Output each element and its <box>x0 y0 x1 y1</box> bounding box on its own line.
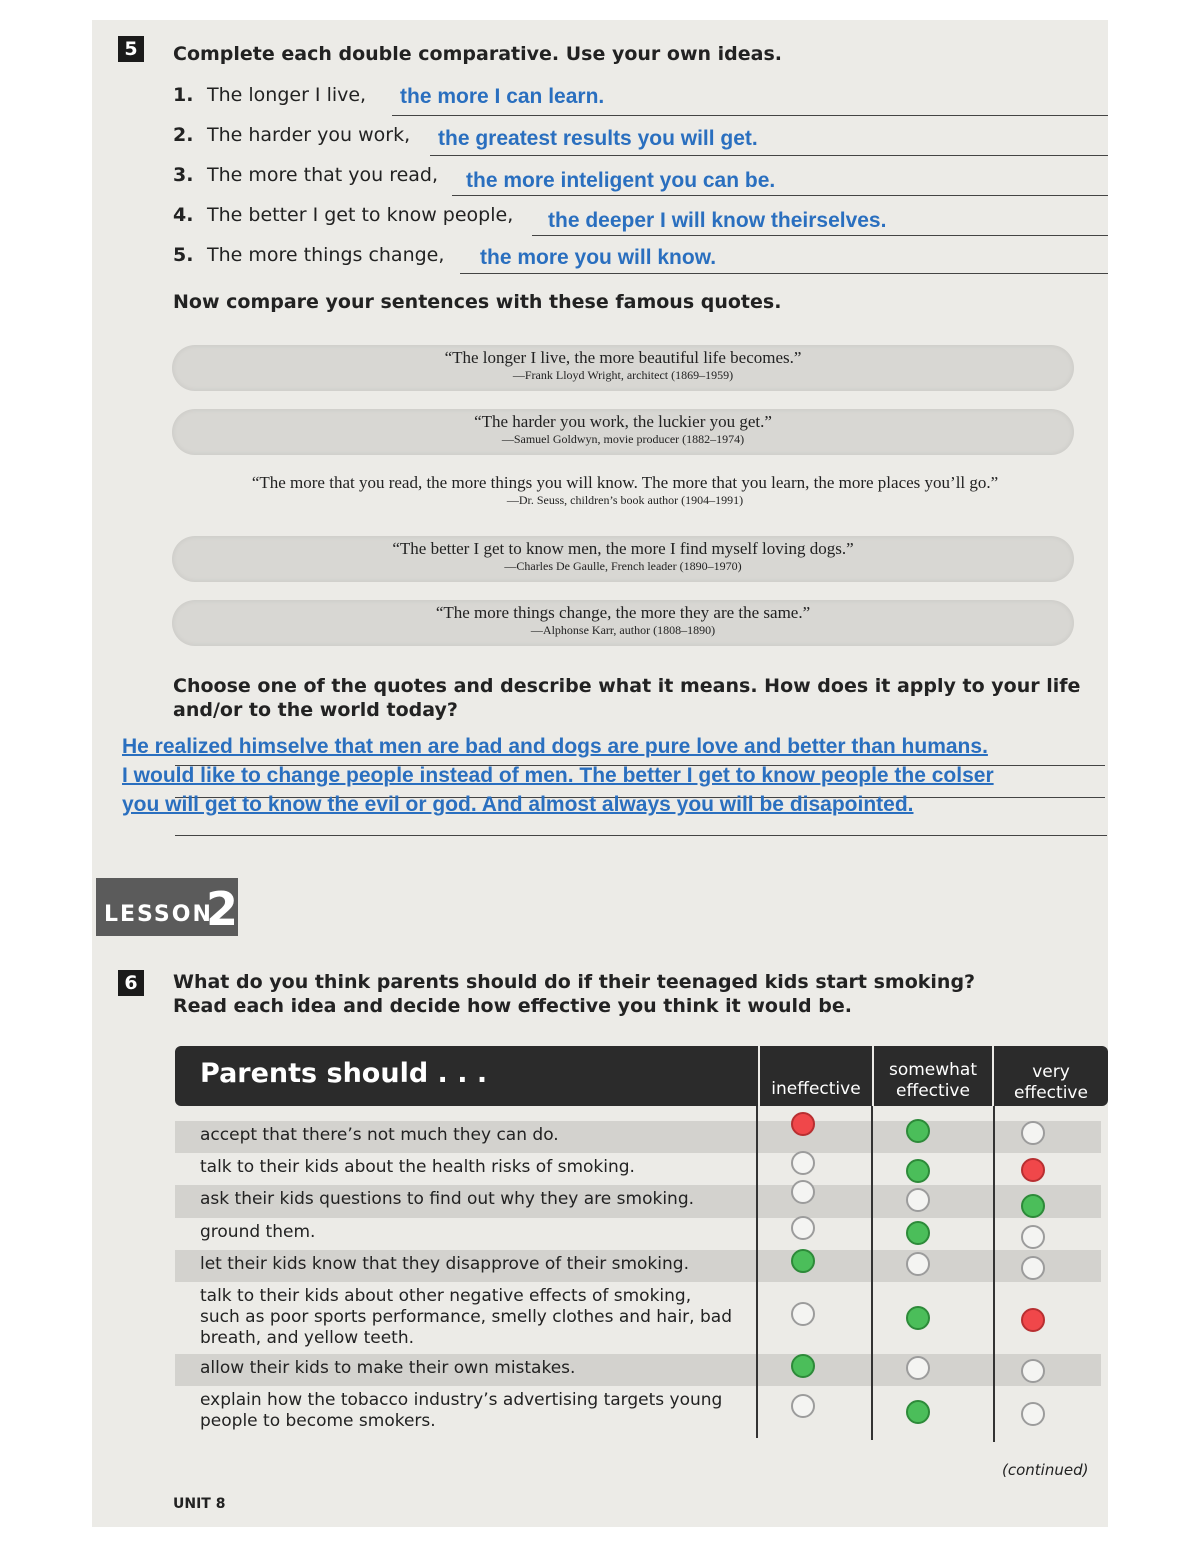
rating-red-circle[interactable] <box>1021 1308 1045 1332</box>
rating-empty-circle[interactable] <box>1021 1402 1045 1426</box>
column-divider-1 <box>756 1106 758 1438</box>
continued-label: (continued) <box>1002 1461 1089 1479</box>
choose-instruction-line-2: and/or to the world today? <box>173 699 458 721</box>
column-very-effective-line-1: very <box>1032 1062 1070 1082</box>
quote-4-text: “The better I get to know men, the more I find myself loving dogs.” <box>392 539 854 558</box>
item-5-number: 5. <box>173 244 194 266</box>
item-2-answer-line <box>430 155 1108 156</box>
column-ineffective-line-1 <box>760 1046 872 1060</box>
exercise-5-badge: 5 <box>118 36 144 62</box>
table-header <box>175 1046 1108 1106</box>
rating-green-circle[interactable] <box>906 1221 930 1245</box>
table-row <box>175 1386 1101 1438</box>
rating-empty-circle[interactable] <box>1021 1359 1045 1383</box>
column-somewhat-effective <box>874 1046 992 1106</box>
row-idea-line: let their kids know that they disapprove of their smoking. <box>200 1254 689 1274</box>
rating-empty-circle[interactable] <box>906 1252 930 1276</box>
exercise-6-instruction-line-2: Read each idea and decide how effective you think it would be. <box>173 995 852 1017</box>
item-1-answer[interactable]: the more I can learn. <box>400 85 605 108</box>
quote-2 <box>172 409 1074 455</box>
row-idea-text <box>200 1286 732 1349</box>
item-5-prompt: The more things change, <box>207 244 445 266</box>
response-text-line-2[interactable]: I would like to change people instead of men. The better I get to know people the colser <box>122 764 994 787</box>
row-idea-text <box>200 1254 689 1275</box>
quote-4 <box>172 536 1074 582</box>
item-4-answer[interactable]: the deeper I will know theirselves. <box>548 209 887 232</box>
rating-empty-circle[interactable] <box>906 1188 930 1212</box>
row-idea-line: ground them. <box>200 1222 316 1242</box>
row-idea-line: breath, and yellow teeth. <box>200 1328 415 1348</box>
rating-empty-circle[interactable] <box>791 1180 815 1204</box>
item-1-answer-line <box>392 115 1108 116</box>
lesson-word: LESSON <box>104 902 213 927</box>
table-row <box>175 1282 1101 1354</box>
quote-2-text: “The harder you work, the luckier you get.” <box>474 412 772 431</box>
column-very-effective <box>994 1046 1108 1106</box>
unit-footer: UNIT 8 <box>173 1496 226 1512</box>
rating-green-circle[interactable] <box>1021 1194 1045 1218</box>
rating-red-circle[interactable] <box>1021 1158 1045 1182</box>
column-ineffective-line-2: ineffective <box>771 1079 861 1099</box>
column-somewhat-effective-line-2: effective <box>896 1081 970 1101</box>
item-1 <box>173 84 366 106</box>
quote-4-author: —Charles De Gaulle, French leader (1890–1970) <box>504 559 742 573</box>
item-4-answer-line <box>532 235 1108 236</box>
quote-2-author: —Samuel Goldwyn, movie producer (1882–1974) <box>501 432 745 446</box>
row-idea-line: people to become smokers. <box>200 1411 436 1431</box>
row-idea-text <box>200 1390 722 1432</box>
column-somewhat-effective-line-1: somewhat <box>888 1060 978 1080</box>
quote-5 <box>172 600 1074 646</box>
rating-green-circle[interactable] <box>906 1119 930 1143</box>
rating-green-circle[interactable] <box>791 1249 815 1273</box>
item-2-prompt: The harder you work, <box>207 124 411 146</box>
table-row <box>175 1185 1101 1218</box>
rating-empty-circle[interactable] <box>791 1216 815 1240</box>
item-2-answer[interactable]: the greatest results you will get. <box>438 127 758 150</box>
table-header-title: Parents should . . . <box>200 1058 488 1089</box>
rating-green-circle[interactable] <box>906 1306 930 1330</box>
item-2-number: 2. <box>173 124 194 146</box>
column-ineffective <box>760 1046 872 1106</box>
quote-1 <box>172 345 1074 391</box>
row-idea-line: accept that there’s not much they can do. <box>200 1125 559 1145</box>
item-3 <box>173 164 438 186</box>
row-idea-line: ask their kids questions to find out why they are smoking. <box>200 1189 695 1209</box>
item-5-answer[interactable]: the more you will know. <box>480 246 717 269</box>
exercise-5-instruction: Complete each double comparative. Use your own ideas. <box>173 43 782 65</box>
row-idea-line: allow their kids to make their own mistakes. <box>200 1358 576 1378</box>
compare-instruction: Now compare your sentences with these famous quotes. <box>173 291 782 313</box>
rating-green-circle[interactable] <box>906 1159 930 1183</box>
table-row <box>175 1153 1101 1185</box>
rating-red-circle[interactable] <box>791 1112 815 1136</box>
item-4-number: 4. <box>173 204 194 226</box>
rating-green-circle[interactable] <box>791 1354 815 1378</box>
item-3-answer[interactable]: the more inteligent you can be. <box>466 169 776 192</box>
table-row <box>175 1121 1101 1153</box>
rating-empty-circle[interactable] <box>906 1356 930 1380</box>
item-3-number: 3. <box>173 164 194 186</box>
response-text-line-3[interactable]: you will get to know the evil or god. And almost always you will be disapointed. <box>122 793 914 816</box>
item-5 <box>173 244 444 266</box>
table-row <box>175 1218 1101 1250</box>
item-5-answer-line <box>460 273 1108 274</box>
rating-empty-circle[interactable] <box>1021 1256 1045 1280</box>
item-3-answer-line <box>452 195 1108 196</box>
row-idea-text <box>200 1189 694 1210</box>
table-row <box>175 1250 1101 1282</box>
row-idea-text <box>200 1157 635 1178</box>
choose-instruction-line-1: Choose one of the quotes and describe what it means. How does it apply to your life <box>173 675 1081 697</box>
item-4 <box>173 204 513 226</box>
row-idea-text <box>200 1358 575 1379</box>
rating-empty-circle[interactable] <box>791 1151 815 1175</box>
quote-3-author: —Dr. Seuss, children’s book author (1904–1991) <box>506 493 744 507</box>
rating-green-circle[interactable] <box>906 1400 930 1424</box>
quote-5-text: “The more things change, the more they are the same.” <box>435 603 811 622</box>
row-idea-text <box>200 1125 559 1146</box>
row-idea-text <box>200 1222 315 1243</box>
rating-empty-circle[interactable] <box>1021 1225 1045 1249</box>
item-1-prompt: The longer I live, <box>207 84 367 106</box>
quote-5-author: —Alphonse Karr, author (1808–1890) <box>530 623 716 637</box>
item-1-number: 1. <box>173 84 194 106</box>
rating-empty-circle[interactable] <box>1021 1121 1045 1145</box>
lesson-number: 2 <box>206 882 239 936</box>
table-row <box>175 1354 1101 1386</box>
column-very-effective-line-2: effective <box>1014 1083 1088 1103</box>
item-4-prompt: The better I get to know people, <box>207 204 514 226</box>
row-idea-line: talk to their kids about other negative effects of smoking, <box>200 1286 692 1306</box>
quote-3-text: “The more that you read, the more things you will know. The more that you learn, the more places you’ll go.” <box>251 473 999 492</box>
response-text-line-1[interactable]: He realized himselve that men are bad and dogs are pure love and better than humans. <box>122 735 988 758</box>
item-2 <box>173 124 410 146</box>
row-idea-line: such as poor sports performance, smelly clothes and hair, bad <box>200 1307 732 1327</box>
lesson-banner <box>96 878 238 936</box>
quote-1-text: “The longer I live, the more beautiful life becomes.” <box>444 348 802 367</box>
column-divider-3 <box>993 1106 995 1442</box>
quote-1-author: —Frank Lloyd Wright, architect (1869–1959) <box>512 368 734 382</box>
exercise-6-badge: 6 <box>118 970 144 996</box>
table-header-title-cell <box>175 1046 758 1106</box>
quote-3 <box>160 470 1090 516</box>
row-idea-line: explain how the tobacco industry’s advertising targets young <box>200 1390 723 1410</box>
item-3-prompt: The more that you read, <box>207 164 439 186</box>
exercise-6-instruction-line-1: What do you think parents should do if their teenaged kids start smoking? <box>173 971 976 993</box>
response-line-3 <box>175 835 1107 836</box>
column-divider-2 <box>871 1106 873 1440</box>
rating-empty-circle[interactable] <box>791 1394 815 1418</box>
row-idea-line: talk to their kids about the health risks of smoking. <box>200 1157 635 1177</box>
rating-empty-circle[interactable] <box>791 1302 815 1326</box>
